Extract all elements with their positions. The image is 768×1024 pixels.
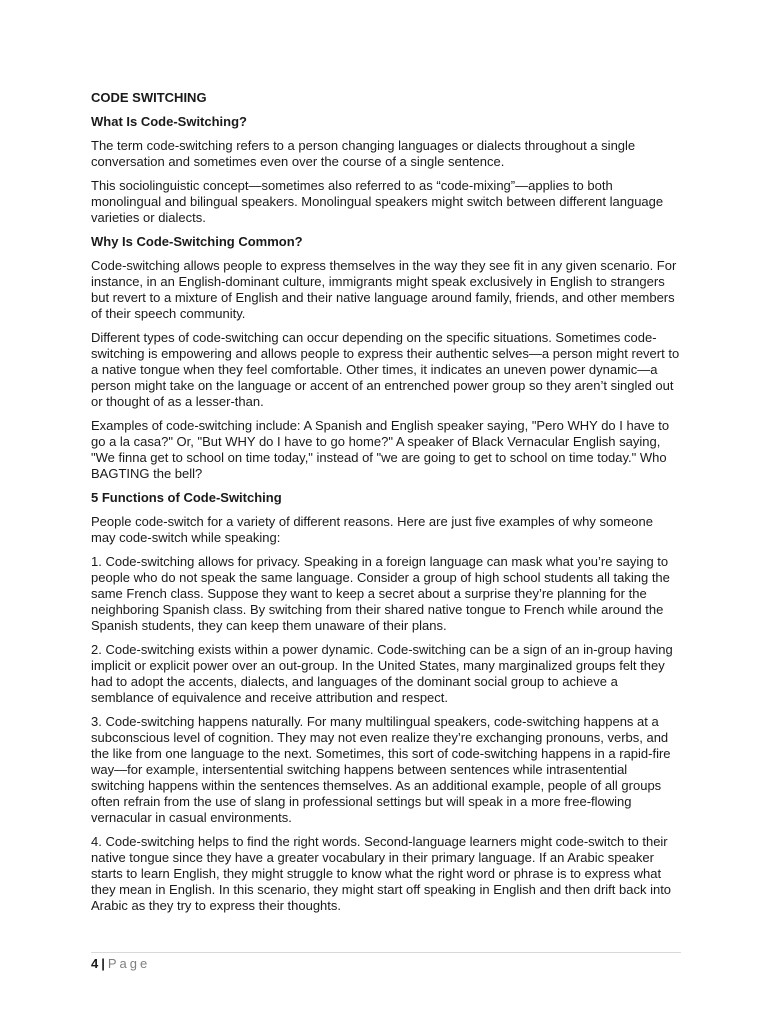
list-item: 1. Code-switching allows for privacy. Speaking in a foreign language can mask what you’re saying to people who do not speak the same language. Consider a group of high school students all taking the same French class. Suppose they want to keep a secret about a surprise they’re planning for the neighboring Spanish class. By switching from their shared native tongue to French while around the Spanish students, they can keep them unaware of their plans.: [91, 554, 670, 633]
list-item: 2. Code-switching exists within a power dynamic. Code-switching can be a sign of an in-group having implicit or explicit power over an out-group. In the United States, many marginalized groups felt they had to adopt the accents, dialects, and languages of the dominant social group to achieve a semblance of equivalence and receive attribution and respect.: [91, 642, 673, 705]
list-item: 4. Code-switching helps to find the right words. Second-language learners might code-switch to their native tongue since they have a greater vocabulary in their primary language. If an Arabic speaker starts to learn English, they might struggle to know what the right word or phrase is to express what they mean in English. In this scenario, they might start off speaking in English and then drift back into Arabic as they try to express their thoughts.: [91, 834, 672, 913]
section-heading-why-common: Why Is Code-Switching Common?: [91, 234, 303, 249]
page-number: 4: [91, 956, 99, 971]
paragraph: People code-switch for a variety of different reasons. Here are just five examples of why someone may code-switch while speaking:: [91, 514, 653, 545]
paragraph: Different types of code-switching can occur depending on the specific situations. Sometimes code-switching is empowering and allows people to express their authentic selves—a person might revert to a native tongue when they feel comfortable. Other times, it indicates an uneven power dynamic—a person might take on the language or accent of an entrenched power group so they aren’t singled out or thought of as a lesser-than.: [91, 330, 680, 409]
paragraph: Examples of code-switching include: A Spanish and English speaker saying, "Pero WHY do I have to go a la casa?" Or, "But WHY do I have to go home?" A speaker of Black Vernacular English saying, "We finna get to school on time today," instead of "we are going to get to school on time today." Who BAGTING the bell?: [91, 418, 670, 481]
section-heading-what-is: What Is Code-Switching?: [91, 114, 247, 129]
document-title: CODE SWITCHING: [91, 90, 207, 105]
document-page: [91, 90, 681, 922]
section-heading-functions: 5 Functions of Code-Switching: [91, 490, 282, 505]
paragraph: This sociolinguistic concept—sometimes also referred to as “code-mixing”—applies to both monolingual and bilingual speakers. Monolingual speakers might switch between different language varieties or dialects.: [91, 178, 664, 225]
page-label: Page: [107, 956, 151, 971]
paragraph: The term code-switching refers to a person changing languages or dialects throughout a single conversation and sometimes even over the course of a single sentence.: [91, 138, 636, 169]
page-footer: [91, 952, 681, 972]
paragraph: Code-switching allows people to express themselves in the way they see fit in any given scenario. For instance, in an English-dominant culture, immigrants might speak exclusively in English to strangers but revert to a mixture of English and their native language around family, friends, and other members of their speech community.: [91, 258, 677, 321]
list-item: 3. Code-switching happens naturally. For many multilingual speakers, code-switching happens at a subconscious level of cognition. They may not even realize they’re exchanging pronouns, verbs, and the like from one language to the next. Sometimes, this sort of code-switching happens in a rapid-fire way—for example, intersentential switching happens between sentences while intrasentential switching happens within the sentences themselves. As an additional example, people of all groups often refrain from the use of slang in professional settings but will speak in a more free-flowing vernacular in casual environments.: [91, 714, 671, 825]
footer-separator: |: [101, 956, 105, 971]
